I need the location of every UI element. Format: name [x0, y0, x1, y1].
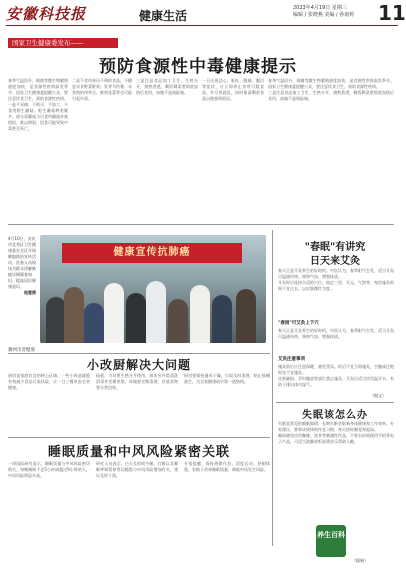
divider	[8, 224, 394, 225]
date-line: 2023年4月19日 星期三	[293, 5, 347, 11]
bottom-col-1	[8, 461, 90, 567]
right-title-line-1: "春眠"有讲究	[304, 242, 366, 253]
right-body-mid	[278, 328, 394, 354]
paragraph: 睡前避免饮用咖啡、浓茶等刺激性饮品，不要长时间使用手机等电子产品，可适当泡脚或听舒缓音乐帮助入睡。	[278, 433, 394, 444]
person	[64, 287, 84, 343]
mid-col-2	[96, 373, 178, 435]
paragraph: 春天正是艾灸养生的好时机。中医认为，春季阳气生发，适当艾灸可温通经络、调和气血、增强体质。	[278, 268, 394, 279]
person	[104, 283, 124, 343]
page-number: 11	[378, 1, 406, 25]
paragraph: 二是不食用来历不明的食品，不随意采食野菜野果。发芽马铃薯、未煮熟的四季豆、鲜黄花菜等也可能引起中毒。	[72, 78, 132, 101]
paragraph: 厨房要保持通风干燥，垃圾及时清理，防止蚊蝇滋生，为全家健康筑牢第一道防线。	[184, 373, 270, 384]
paragraph: 失眠是常见的睡眠障碍，长期失眠会影响身体健康和工作效率。专家建议，要养成规律的作息习惯，每天按时睡觉和起床。	[278, 421, 394, 432]
bottom-headline: 睡眠质量和中风风险紧密关联	[47, 445, 230, 460]
bottom-col-2	[96, 461, 178, 567]
paragraph: 春季气温回升，细菌等微生物繁殖速度加快，是食源性疾病高发季节。国家卫生健康委提醒公众，要注意饮食卫生，预防食源性疾病。	[268, 78, 394, 89]
top-story-col-4	[202, 78, 264, 208]
divider	[8, 353, 270, 354]
section-title: 健康生活	[139, 9, 188, 23]
person	[236, 289, 256, 343]
person	[168, 299, 188, 343]
side-body	[278, 421, 394, 521]
person	[146, 281, 166, 343]
side-credit: （据新）	[352, 558, 368, 563]
mid-col-1	[8, 373, 90, 435]
top-story-col-5	[268, 78, 394, 208]
banner-text: 健康宣传抗肺癌	[62, 243, 242, 263]
issue-meta	[293, 5, 354, 19]
paragraph: 一旦出现恶心、呕吐、腹痛、腹泻等症状，应立即停止食用可疑食品，并尽快就医，同时保留剩余食品以便查明原因。	[202, 78, 264, 101]
top-story-col-3	[136, 78, 198, 208]
paragraph: 皮肤破损、孕妇腹部等部位禁止施灸，艾灸后适当饮用温开水，有助于排出体内湿气。	[278, 376, 394, 387]
right-subhead-1: "春困"可艾灸上下穴	[278, 321, 319, 326]
paragraph: 研究人员表示，白天长时间午睡、打鼾以及睡眠呼吸暂停等问题都与中风风险增加有关，建议及时干预。	[96, 461, 178, 478]
person	[126, 293, 146, 343]
divider	[8, 437, 270, 438]
right-body-bottom	[278, 364, 394, 392]
mid-headline: 小改厨解决大问题	[86, 358, 191, 372]
top-headline: 预防食源性中毒健康提示	[99, 57, 297, 77]
paragraph: 春天正是艾灸养生的好时机。中医认为，春季阳气生发，适当艾灸可温通经络、调和气血、增强体质。	[278, 328, 394, 339]
event-photo	[40, 235, 266, 343]
mid-col-3	[184, 373, 270, 435]
top-story-col-1	[8, 78, 68, 208]
bottom-col-3	[184, 461, 270, 567]
top-story-col-2	[72, 78, 132, 208]
photo-bottom-credit: 冀州市者健康	[8, 348, 35, 353]
photo-caption	[8, 236, 36, 296]
right-credit: （据文）	[370, 393, 386, 398]
paragraph: 三是注意食品加工卫生，生熟分开，烧熟煮透，剩饭剩菜要彻底加热后食用，冰箱不是保险箱。	[136, 78, 198, 95]
paragraph: 施灸前后应注意保暖，避免受风。饭后不宜立即施灸，空腹或过饱时也不宜施灸。	[278, 364, 394, 375]
person	[46, 297, 66, 343]
paragraph: 艾灸时应选择合适的穴位，如足三里、关元、气海等，每次施灸时间不宜过长，以皮肤微红为度。	[278, 280, 394, 291]
right-title-line-2: 日天来艾灸	[310, 256, 360, 267]
caption-credit: 程蕾摄	[24, 290, 36, 295]
newspaper-logo: 安徽科技报	[6, 5, 87, 23]
paragraph: 一是不采摘、不购买、不加工、不食用野生蘑菇。野生蘑菇种类繁多，部分毒蘑菇与可食用蘑菇外观相似，难以辨别，误食可能导致中毒甚至死亡。	[8, 102, 68, 131]
paragraph: 春季气温回升，细菌等微生物繁殖速度加快，是食源性疾病高发季节。国家卫生健康委提醒公众，要注意饮食卫生，预防食源性疾病。	[8, 78, 68, 101]
paragraph: 厨房是家庭饮食的核心区域，一些小改造就能有效减少食品污染风险，让一日三餐更安全更健康。	[8, 373, 90, 390]
right-body-top	[278, 268, 394, 318]
right-subhead-2: 艾灸注意事项	[278, 357, 305, 362]
paragraph: 砧板、刀具要生熟分开使用，抹布应经常清洗消毒并定期更换，冰箱要定期清理，存放食物要分类包装。	[96, 373, 178, 390]
person	[190, 285, 210, 343]
paragraph: 三是注意食品加工卫生，生熟分开，烧熟煮透，剩饭剩菜要彻底加热后食用，冰箱不是保险箱。	[268, 90, 394, 101]
paragraph: 专家提醒，保持规律作息、适度运动、控制体重，有助于改善睡眠质量，降低中风发生风险。	[184, 461, 270, 472]
paragraph: 一项国际研究显示，睡眠质量与中风风险密切相关。每晚睡眠不足5小时或超过9小时的人，中风风险明显升高。	[8, 461, 90, 478]
column-divider	[272, 230, 273, 546]
corner-sticker: 养生百科	[317, 531, 345, 539]
person	[212, 295, 232, 343]
kicker-bar: 国家卫生健康委发布——	[8, 38, 118, 48]
divider	[276, 402, 394, 403]
masthead	[6, 1, 406, 26]
side-headline: 失眠该怎么办	[302, 410, 368, 421]
caption-text: 4月10日，安庆市宜秀区卫生健康委在全区开展肺癌防治宣传活动，医务人员现场为群众讲解肺癌早期筛查知识，提高居民健康意识。	[8, 236, 36, 289]
person	[84, 303, 104, 343]
editor-line: 编辑 / 张晓燕 美编 / 孙雨婷	[293, 12, 355, 18]
